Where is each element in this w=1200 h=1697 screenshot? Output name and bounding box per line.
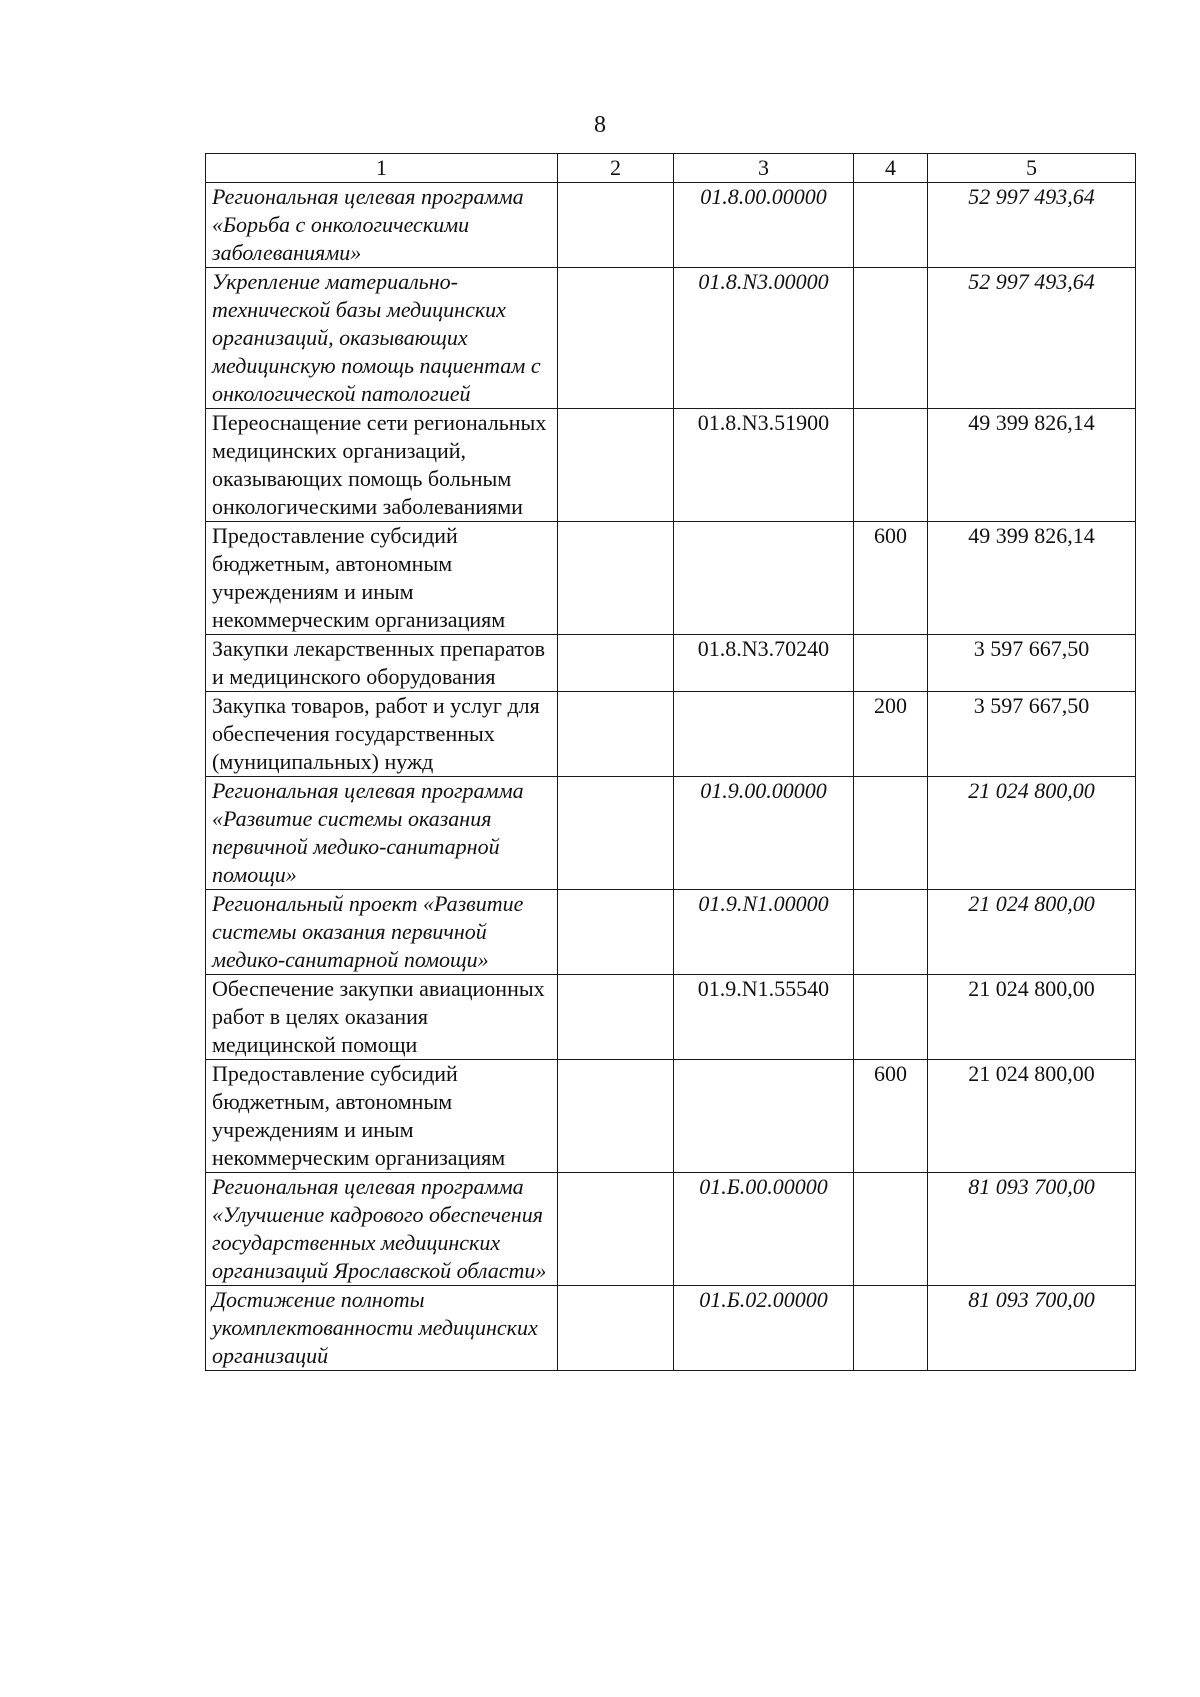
- expense-type-cell: [854, 268, 928, 409]
- target-article-code-cell: 01.8.N3.00000: [674, 268, 854, 409]
- target-article-code-cell: [674, 522, 854, 635]
- table-row: [206, 1173, 1136, 1286]
- amount-cell: 21 024 800,00: [928, 1060, 1136, 1173]
- budget-item-name-cell: Переоснащение сети региональных медицинских организаций, оказывающих помощь больным онкологическими заболеваниями: [206, 409, 558, 522]
- budget-item-name-cell: Региональная целевая программа «Улучшение кадрового обеспечения государственных медицинских организаций Ярославской области»: [206, 1173, 558, 1286]
- target-article-code-cell: [674, 1060, 854, 1173]
- target-article-code-cell: 01.8.00.00000: [674, 183, 854, 268]
- target-article-code-cell: 01.Б.00.00000: [674, 1173, 854, 1286]
- table-row: [206, 635, 1136, 692]
- budget-item-name-cell: Закупка товаров, работ и услуг для обеспечения государственных (муниципальных) нужд: [206, 692, 558, 777]
- table-row: [206, 975, 1136, 1060]
- table-row: [206, 522, 1136, 635]
- budget-item-name-cell: Закупки лекарственных препаратов и медицинского оборудования: [206, 635, 558, 692]
- section-code-cell: [558, 1286, 674, 1371]
- expense-type-cell: 200: [854, 692, 928, 777]
- section-code-cell: [558, 1173, 674, 1286]
- section-code-cell: [558, 635, 674, 692]
- table-body: [206, 183, 1136, 1371]
- column-header-2: 2: [558, 154, 674, 183]
- target-article-code-cell: [674, 692, 854, 777]
- table-row: [206, 1060, 1136, 1173]
- section-code-cell: [558, 890, 674, 975]
- expense-type-cell: 600: [854, 522, 928, 635]
- target-article-code-cell: 01.Б.02.00000: [674, 1286, 854, 1371]
- amount-cell: 49 399 826,14: [928, 522, 1136, 635]
- table-row: [206, 1286, 1136, 1371]
- expense-type-cell: [854, 183, 928, 268]
- target-article-code-cell: 01.9.N1.55540: [674, 975, 854, 1060]
- section-code-cell: [558, 975, 674, 1060]
- target-article-code-cell: 01.9.00.00000: [674, 777, 854, 890]
- expense-type-cell: [854, 409, 928, 522]
- page-number: 8: [594, 112, 606, 138]
- table-row: [206, 890, 1136, 975]
- header-row: [206, 154, 1136, 183]
- budget-table: [205, 153, 1136, 1371]
- amount-cell: 21 024 800,00: [928, 777, 1136, 890]
- section-code-cell: [558, 777, 674, 890]
- target-article-code-cell: 01.8.N3.51900: [674, 409, 854, 522]
- expense-type-cell: [854, 777, 928, 890]
- budget-item-name-cell: Укрепление материально-технической базы медицинских организаций, оказывающих медицинскую помощь пациентам с онкологической патологией: [206, 268, 558, 409]
- section-code-cell: [558, 268, 674, 409]
- table-row: [206, 268, 1136, 409]
- section-code-cell: [558, 522, 674, 635]
- amount-cell: 52 997 493,64: [928, 183, 1136, 268]
- expense-type-cell: [854, 975, 928, 1060]
- section-code-cell: [558, 409, 674, 522]
- column-header-1: 1: [206, 154, 558, 183]
- amount-cell: 3 597 667,50: [928, 635, 1136, 692]
- target-article-code-cell: 01.9.N1.00000: [674, 890, 854, 975]
- amount-cell: 81 093 700,00: [928, 1286, 1136, 1371]
- amount-cell: 21 024 800,00: [928, 975, 1136, 1060]
- section-code-cell: [558, 183, 674, 268]
- table-row: [206, 692, 1136, 777]
- amount-cell: 81 093 700,00: [928, 1173, 1136, 1286]
- column-header-5: 5: [928, 154, 1136, 183]
- expense-type-cell: 600: [854, 1060, 928, 1173]
- budget-item-name-cell: Региональный проект «Развитие системы оказания первичной медико-санитарной помощи»: [206, 890, 558, 975]
- amount-cell: 21 024 800,00: [928, 890, 1136, 975]
- expense-type-cell: [854, 1286, 928, 1371]
- section-code-cell: [558, 692, 674, 777]
- budget-item-name-cell: Обеспечение закупки авиационных работ в целях оказания медицинской помощи: [206, 975, 558, 1060]
- budget-item-name-cell: Достижение полноты укомплектованности медицинских организаций: [206, 1286, 558, 1371]
- amount-cell: 49 399 826,14: [928, 409, 1136, 522]
- column-header-4: 4: [854, 154, 928, 183]
- budget-item-name-cell: Предоставление субсидий бюджетным, автономным учреждениям и иным некоммерческим организациям: [206, 1060, 558, 1173]
- table-row: [206, 183, 1136, 268]
- amount-cell: 52 997 493,64: [928, 268, 1136, 409]
- budget-item-name-cell: Региональная целевая программа «Борьба с онкологическими заболеваниями»: [206, 183, 558, 268]
- expense-type-cell: [854, 890, 928, 975]
- budget-item-name-cell: Региональная целевая программа «Развитие системы оказания первичной медико-санитарной помощи»: [206, 777, 558, 890]
- target-article-code-cell: 01.8.N3.70240: [674, 635, 854, 692]
- section-code-cell: [558, 1060, 674, 1173]
- amount-cell: 3 597 667,50: [928, 692, 1136, 777]
- budget-item-name-cell: Предоставление субсидий бюджетным, автономным учреждениям и иным некоммерческим организациям: [206, 522, 558, 635]
- table-row: [206, 777, 1136, 890]
- expense-type-cell: [854, 635, 928, 692]
- expense-type-cell: [854, 1173, 928, 1286]
- column-header-3: 3: [674, 154, 854, 183]
- table-row: [206, 409, 1136, 522]
